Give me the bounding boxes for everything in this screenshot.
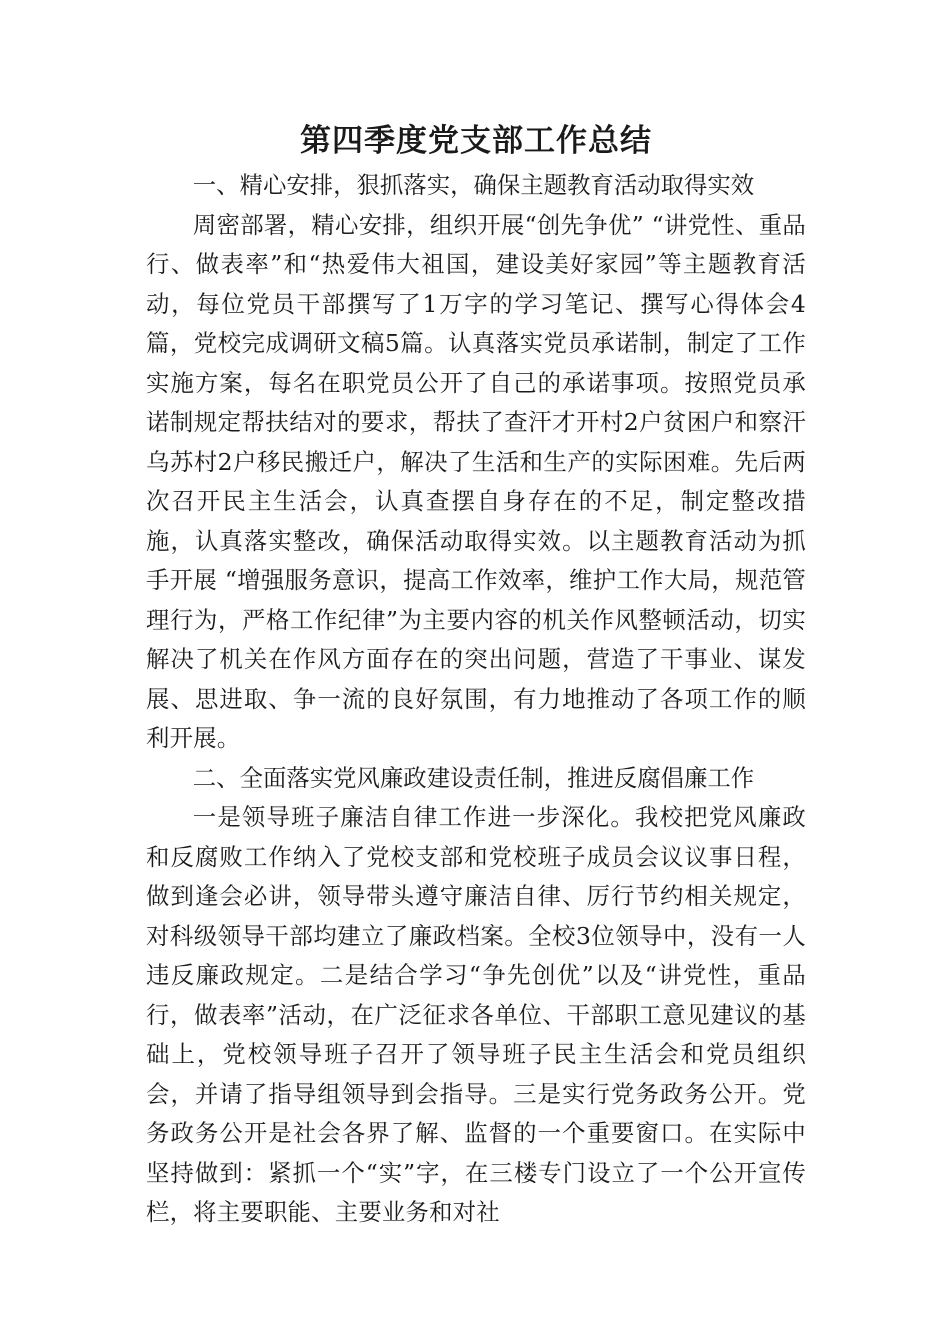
document-page [146,116,806,1233]
section-paragraph: 一是领导班子廉洁自律工作进一步深化。我校把党风廉政和反腐败工作纳入了党校支部和党校班子成员会议议事日程，做到逢会必讲，领导带头遵守廉洁自律、厉行节约相关规定，对科级领导干部均建立了廉政档案。全校3位领导中，没有一人违反廉政规定。二是结合学习“争先创优”以及“讲党性，重品行，做表率”活动，在广泛征求各单位、干部职工意见建议的基础上，党校领导班子召开了领导班子民主生活会和党员组织会，并请了指导组领导到会指导。三是实行党务政务公开。党务政务公开是社会各界了解、监督的一个重要窗口。在实际中坚持做到：紧抓一个“实”字，在三楼专门设立了一个公开宣传栏，将主要职能、主要业务和对社 [146,803,806,1226]
document-title: 第四季度党支部工作总结 [300,123,652,159]
section-2 [146,759,806,1233]
section-heading: 二、全面落实党风廉政建设责任制，推进反腐倡廉工作 [192,763,755,792]
section-heading: 一、精心安排，狠抓落实，确保主题教育活动取得实效 [192,171,755,199]
section-1 [146,166,806,759]
section-paragraph: 周密部署，精心安排，组织开展“创先争优” “讲党性、重品行、做表率”和“热爱伟大祖国，建设美好家园”等主题教育活动，每位党员干部撰写了1万字的学习笔记、撰写心得体会4篇，党校完成调研文稿5篇。认真落实党员承诺制，制定了工作实施方案，每名在职党员公开了自己的承诺事项。按照党员承诺制规定帮扶结对的要求，帮扶了查汗才开村2户贫困户和察汗乌苏村2户移民搬迁户，解决了生活和生产的实际困难。先后两次召开民主生活会，认真查摆自身存在的不足，制定整改措施，认真落实整改，确保活动取得实效。以主题教育活动为抓手开展 “增强服务意识，提高工作效率，维护工作大局，规范管理行为，严格工作纪律”为主要内容的机关作风整顿活动，切实解决了机关在作风方面存在的突出问题，营造了干事业、谋发展、思进取、争一流的良好氛围，有力地推动了各项工作的顺利开展。 [146,210,806,752]
